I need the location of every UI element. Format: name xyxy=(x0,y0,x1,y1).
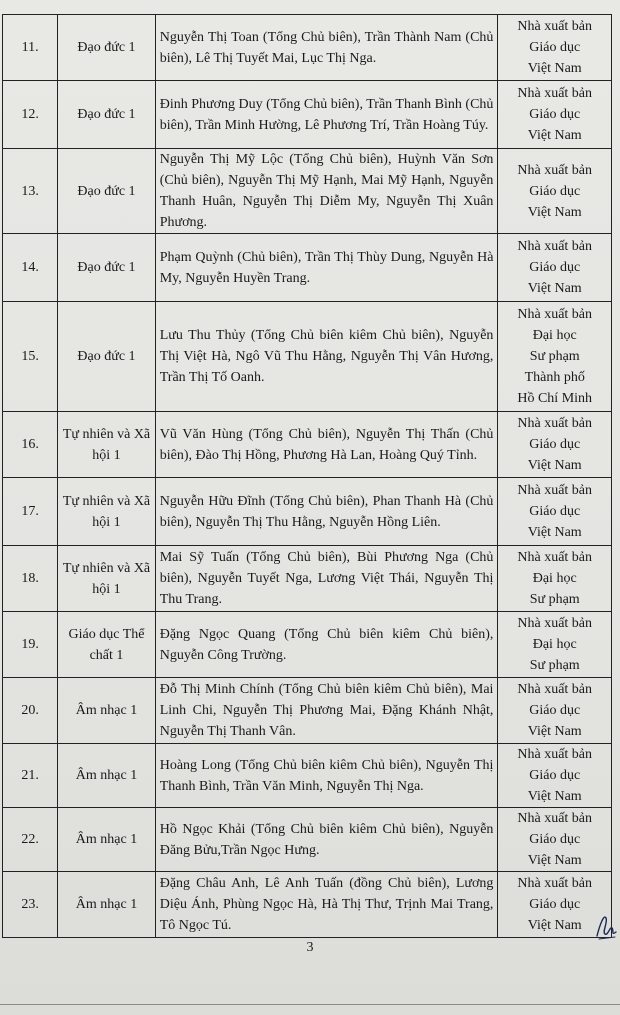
publisher-line: Nhà xuất bản xyxy=(517,682,593,697)
publisher-line: Nhà xuất bản xyxy=(517,19,593,34)
publisher-line: Việt Nam xyxy=(527,204,582,220)
publisher-cell xyxy=(498,302,612,412)
row-number: 11. xyxy=(3,15,58,81)
publisher-cell xyxy=(498,81,612,149)
table-row xyxy=(3,744,612,808)
row-number: 20. xyxy=(3,678,58,744)
publisher-line: Việt Nam xyxy=(527,281,582,296)
table-row xyxy=(3,478,612,546)
authors-cell: Nguyễn Hữu Đĩnh (Tổng Chủ biên), Phan Thanh Hà (Chủ biên), Nguyễn Thị Thu Hằng, Nguyễn Hồng Liên. xyxy=(155,478,498,546)
subject-cell: Đạo đức 1 xyxy=(58,149,155,234)
authors-cell: Đặng Châu Anh, Lê Anh Tuấn (đồng Chủ biên), Lương Diệu Ánh, Phùng Ngọc Hà, Hà Thị Thư, Trịnh Mai Trang, Tô Ngọc Tú. xyxy=(155,872,498,938)
publisher-line: Sư phạm xyxy=(529,658,580,673)
publisher-line: Hồ Chí Minh xyxy=(517,391,593,406)
authors-cell: Hồ Ngọc Khải (Tổng Chủ biên kiêm Chủ biên), Nguyễn Đăng Bửu,Trần Ngọc Hưng. xyxy=(155,808,498,872)
table-row xyxy=(3,15,612,81)
publisher-cell xyxy=(498,612,612,678)
signature-mark xyxy=(594,906,618,942)
publisher-line: Nhà xuất bản xyxy=(517,876,593,891)
authors-cell: Phạm Quỳnh (Chủ biên), Trần Thị Thùy Dung, Nguyễn Hà My, Nguyễn Huyền Trang. xyxy=(155,234,498,302)
publisher-cell xyxy=(498,546,612,612)
publisher-line: Nhà xuất bản xyxy=(517,86,593,101)
table-row xyxy=(3,612,612,678)
publisher-line: Nhà xuất bản xyxy=(517,616,593,631)
publisher-cell xyxy=(498,744,612,808)
table-row xyxy=(3,81,612,149)
subject-cell: Âm nhạc 1 xyxy=(58,808,155,872)
row-number: 19. xyxy=(3,612,58,678)
publisher-cell xyxy=(498,15,612,81)
publisher-line: Giáo dục xyxy=(529,107,581,122)
publisher-line: Nhà xuất bản xyxy=(517,239,593,254)
publisher-line: Giáo dục xyxy=(529,437,581,452)
publisher-line: Việt Nam xyxy=(527,525,582,540)
publisher-line: Đại học xyxy=(532,571,577,586)
publisher-line: Giáo dục xyxy=(529,183,581,199)
subject-cell: Đạo đức 1 xyxy=(58,302,155,412)
table-row xyxy=(3,872,612,938)
authors-cell: Mai Sỹ Tuấn (Tổng Chủ biên), Bùi Phương Nga (Chủ biên), Nguyễn Tuyết Nga, Lương Việt Thái, Nguyễn Thị Thu Trang. xyxy=(155,546,498,612)
authors-cell: Nguyễn Thị Toan (Tổng Chủ biên), Trần Thành Nam (Chủ biên), Lê Thị Tuyết Mai, Lục Thị Nga. xyxy=(155,15,498,81)
publisher-line: Giáo dục xyxy=(529,40,581,55)
publisher-line: Giáo dục xyxy=(529,260,581,275)
textbook-table xyxy=(2,14,612,938)
row-number: 15. xyxy=(3,302,58,412)
row-number: 17. xyxy=(3,478,58,546)
publisher-line: Việt Nam xyxy=(527,61,582,76)
subject-cell: Giáo dục Thể chất 1 xyxy=(58,612,155,678)
publisher-line: Nhà xuất bản xyxy=(517,416,593,431)
publisher-cell xyxy=(498,478,612,546)
table-row xyxy=(3,546,612,612)
publisher-line: Nhà xuất bản xyxy=(517,811,593,826)
table-row xyxy=(3,808,612,872)
subject-cell: Tự nhiên và Xã hội 1 xyxy=(58,412,155,478)
publisher-line: Việt Nam xyxy=(527,853,582,868)
row-number: 13. xyxy=(3,149,58,234)
row-number: 16. xyxy=(3,412,58,478)
page-edge-divider xyxy=(0,1004,620,1005)
authors-cell: Lưu Thu Thủy (Tổng Chủ biên kiêm Chủ biên), Nguyễn Thị Việt Hà, Ngô Vũ Thu Hằng, Nguyễn Thị Vân Hương, Trần Thị Tố Oanh. xyxy=(155,302,498,412)
publisher-line: Việt Nam xyxy=(527,789,582,804)
publisher-line: Việt Nam xyxy=(527,918,582,933)
table-row xyxy=(3,234,612,302)
publisher-line: Giáo dục xyxy=(529,703,581,718)
table-row xyxy=(3,302,612,412)
publisher-line: Giáo dục xyxy=(529,832,581,847)
publisher-line: Việt Nam xyxy=(527,458,582,473)
subject-cell: Âm nhạc 1 xyxy=(58,872,155,938)
publisher-line: Giáo dục xyxy=(529,768,581,783)
publisher-line: Đại học xyxy=(532,637,577,652)
publisher-cell xyxy=(498,412,612,478)
publisher-cell xyxy=(498,149,612,234)
row-number: 18. xyxy=(3,546,58,612)
table-row xyxy=(3,412,612,478)
table-row xyxy=(3,149,612,234)
publisher-line: Đại học xyxy=(532,328,577,343)
publisher-cell xyxy=(498,234,612,302)
subject-cell: Đạo đức 1 xyxy=(58,234,155,302)
row-number: 12. xyxy=(3,81,58,149)
subject-cell: Tự nhiên và Xã hội 1 xyxy=(58,546,155,612)
publisher-line: Thành phố xyxy=(524,370,585,385)
publisher-line: Sư phạm xyxy=(529,349,580,364)
table-row xyxy=(3,678,612,744)
subject-cell: Âm nhạc 1 xyxy=(58,678,155,744)
publisher-line: Sư phạm xyxy=(529,592,580,607)
publisher-line: Nhà xuất bản xyxy=(517,483,593,498)
row-number: 21. xyxy=(3,744,58,808)
authors-cell: Đinh Phương Duy (Tổng Chủ biên), Trần Thanh Bình (Chủ biên), Trần Minh Hường, Lê Phương Trí, Trần Hoàng Túy. xyxy=(155,81,498,149)
row-number: 22. xyxy=(3,808,58,872)
authors-cell: Hoàng Long (Tổng Chủ biên kiêm Chủ biên), Nguyễn Thị Thanh Bình, Trần Văn Minh, Nguyễn Thị Nga. xyxy=(155,744,498,808)
authors-cell: Vũ Văn Hùng (Tổng Chủ biên), Nguyễn Thị Thấn (Chủ biên), Đào Thị Hồng, Phương Hà Lan, Hoàng Quý Tỉnh. xyxy=(155,412,498,478)
subject-cell: Đạo đức 1 xyxy=(58,15,155,81)
publisher-line: Giáo dục xyxy=(529,897,581,912)
table-body xyxy=(3,15,612,938)
row-number: 14. xyxy=(3,234,58,302)
row-number: 23. xyxy=(3,872,58,938)
authors-cell: Đặng Ngọc Quang (Tổng Chủ biên kiêm Chủ biên), Nguyễn Công Trường. xyxy=(155,612,498,678)
page-number: 3 xyxy=(306,940,314,955)
publisher-line: Nhà xuất bản xyxy=(517,550,593,565)
subject-cell: Đạo đức 1 xyxy=(58,81,155,149)
publisher-line: Việt Nam xyxy=(527,724,582,739)
publisher-line: Nhà xuất bản xyxy=(517,307,593,322)
publisher-line: Giáo dục xyxy=(529,504,581,519)
subject-cell: Âm nhạc 1 xyxy=(58,744,155,808)
subject-cell: Tự nhiên và Xã hội 1 xyxy=(58,478,155,546)
authors-cell: Nguyễn Thị Mỹ Lộc (Tổng Chủ biên), Huỳnh Văn Sơn (Chủ biên), Nguyễn Thị Mỹ Hạnh, Mai Mỹ Hạnh, Nguyễn Thanh Huân, Nguyễn Thị Diễm My, Nguyễn Thị Xuân Phương. xyxy=(155,149,498,234)
authors-cell: Đỗ Thị Minh Chính (Tổng Chủ biên kiêm Chủ biên), Mai Linh Chi, Nguyễn Thị Phương Mai, Đặng Khánh Nhật, Nguyễn Thị Thanh Vân. xyxy=(155,678,498,744)
publisher-line: Nhà xuất bản xyxy=(517,162,593,178)
publisher-line: Việt Nam xyxy=(527,128,582,143)
publisher-line: Nhà xuất bản xyxy=(517,747,593,762)
publisher-cell xyxy=(498,808,612,872)
publisher-cell xyxy=(498,678,612,744)
